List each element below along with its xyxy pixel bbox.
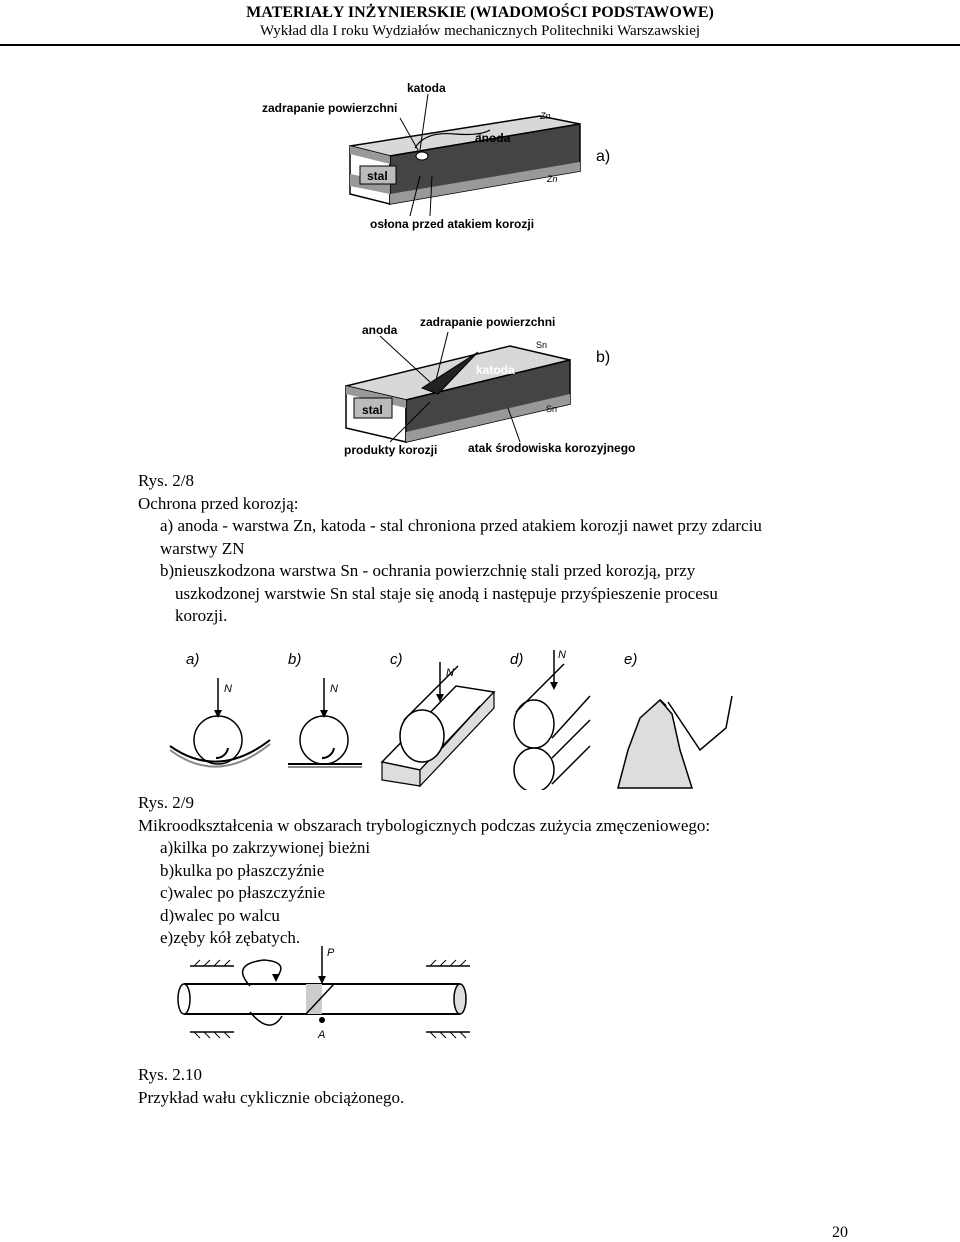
label-letter-b: b) [596,349,611,366]
label-fig-b: b) [288,651,302,668]
caption-label: Rys. 2/9 [138,793,194,812]
caption-item: a)kilka po zakrzywionej bieżni [160,838,371,857]
label-n-d: N [558,649,566,661]
caption-item: c)walec po płaszczyźnie [160,883,326,902]
label-letter-a: a) [596,148,611,165]
label-anoda-b: anoda [362,323,398,337]
label-n-c: N [446,667,454,679]
caption-fig-2-10 [138,1064,404,1109]
caption-line: warstwy ZN [160,538,245,558]
label-stal: stal [367,169,388,183]
page-header [0,4,960,40]
label-anoda: anoda [475,131,511,145]
page-number: 20 [832,1224,848,1241]
label-atak: atak środowiska korozyjnego [468,441,636,455]
label-zn-top: Zn [540,111,551,121]
label-fig-a: a) [186,651,200,668]
label-n-a: N [224,683,232,695]
label-zn-bottom: Zn [547,174,558,184]
label-a: A [318,1029,326,1041]
caption-item: b)kulka po płaszczyźnie [160,860,325,880]
label-sn-top: Sn [536,340,548,350]
caption-fig-2-8 [138,470,762,628]
caption-label: Rys. 2/8 [138,471,194,490]
label-stal-b: stal [362,403,383,417]
label-produkty: produkty korozji [344,443,438,457]
label-sn-bottom: Sn [546,404,558,414]
caption-item: e)zęby kół zębatych. [160,928,301,947]
label-oslona: osłona przed atakiem korozji [370,217,535,231]
caption-fig-2-9 [138,792,710,950]
header-subtitle: Wykład dla I roku Wydziałów mechanicznych Politechniki Warszawskiej [259,23,701,39]
caption-title: Ochrona przed korozją: [138,493,299,513]
caption-item: d)walec po walcu [160,905,280,925]
label-katoda: katoda [407,81,446,95]
caption-line: b)nieuszkodzona warstwa Sn - ochrania powierzchnię stali przed korozją, przy [160,561,696,580]
figure-zinc-coating [250,76,630,236]
label-zadrapanie: zadrapanie powierzchni [262,101,398,115]
label-fig-d: d) [510,651,524,668]
caption-label: Rys. 2.10 [138,1065,203,1084]
caption-line: korozji. [175,606,228,625]
figure-tribology [160,640,750,790]
caption-line: a) anoda - warstwa Zn, katoda - stal chroniona przed atakiem korozji nawet przy zdarciu [160,516,762,535]
figure-shaft [170,944,480,1044]
caption-title: Mikroodkształcenia w obszarach trybologicznych podczas zużycia zmęczeniowego: [138,815,711,835]
figure-tin-coating [340,310,650,460]
header-title: MATERIAŁY INŻYNIERSKIE (WIADOMOŚCI PODSTAWOWE) [246,4,714,21]
label-n-b: N [330,683,338,695]
label-katoda-b: katoda [476,363,515,377]
label-zadrapanie-b: zadrapanie powierzchni [420,315,556,329]
caption-line: uszkodzonej warstwie Sn stal staje się anodą i następuje przyśpieszenie procesu [175,583,718,603]
caption-title: Przykład wału cyklicznie obciążonego. [138,1087,405,1107]
label-fig-c: c) [390,651,403,668]
label-fig-e: e) [624,651,638,668]
label-p: P [327,947,335,959]
header-divider [0,44,960,46]
